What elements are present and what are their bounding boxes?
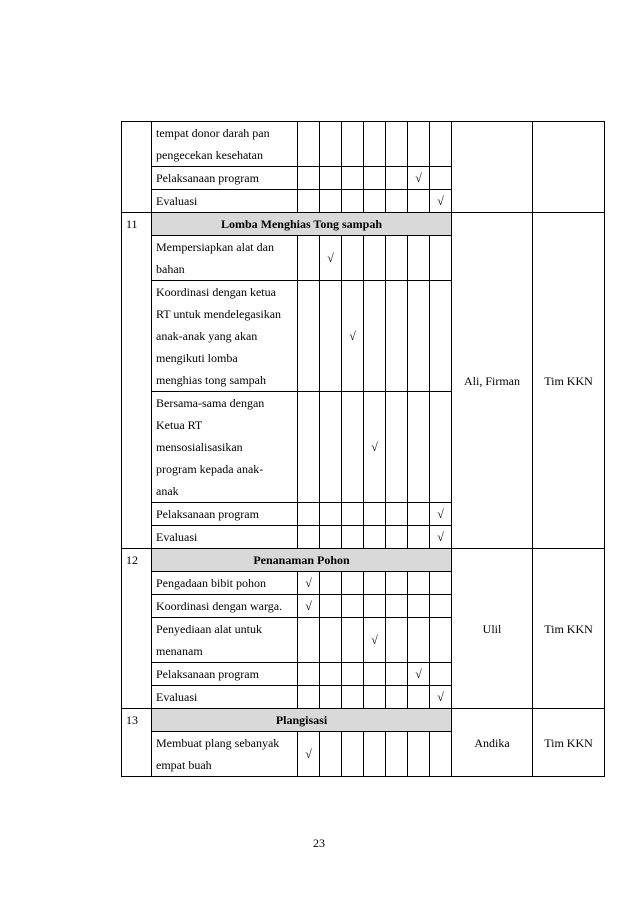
table-row xyxy=(122,122,605,167)
check-mark: √ xyxy=(298,595,320,618)
activity-cell: Evaluasi xyxy=(152,526,298,549)
activity-cell: Pelaksanaan program xyxy=(152,167,298,190)
check-mark: √ xyxy=(342,281,364,392)
activity-cell: Evaluasi xyxy=(152,190,298,213)
check-mark: √ xyxy=(298,732,320,777)
check-mark: √ xyxy=(364,618,386,663)
activity-cell: Evaluasi xyxy=(152,686,298,709)
pic-cell: Ulil xyxy=(452,549,533,709)
program-header-row xyxy=(122,709,605,732)
pic-cell xyxy=(452,122,533,213)
check-mark: √ xyxy=(408,663,430,686)
program-number: 11 xyxy=(122,213,152,549)
activity-cell: Pelaksanaan program xyxy=(152,663,298,686)
check-mark: √ xyxy=(430,503,452,526)
check-mark: √ xyxy=(430,526,452,549)
check-mark: √ xyxy=(320,236,342,281)
pic-cell: Andika xyxy=(452,709,533,777)
activity-cell: Pelaksanaan program xyxy=(152,503,298,526)
check-mark: √ xyxy=(364,392,386,503)
check-mark: √ xyxy=(430,190,452,213)
pic-cell: Ali, Firman xyxy=(452,213,533,549)
row-number-cell xyxy=(122,122,152,213)
program-number: 12 xyxy=(122,549,152,709)
activity-cell: Bersama-sama dengan Ketua RT mensosialisasikan program kepada anak- anak xyxy=(152,392,298,503)
program-header-row xyxy=(122,549,605,572)
program-header-row xyxy=(122,213,605,236)
activity-cell: tempat donor darah pan pengecekan kesehatan xyxy=(152,122,298,167)
activity-cell: Pengadaan bibit pohon xyxy=(152,572,298,595)
schedule-table xyxy=(121,121,605,777)
activity-cell: Koordinasi dengan ketua RT untuk mendelegasikan anak-anak yang akan mengikuti lomba menghias tong sampah xyxy=(152,281,298,392)
program-title: Penanaman Pohon xyxy=(152,549,452,572)
activity-cell: Mempersiapkan alat dan bahan xyxy=(152,236,298,281)
activity-cell: Penyediaan alat untuk menanam xyxy=(152,618,298,663)
page-number: 23 xyxy=(313,836,325,850)
check-mark: √ xyxy=(430,686,452,709)
team-cell: Tim KKN xyxy=(533,709,605,777)
team-cell: Tim KKN xyxy=(533,549,605,709)
activity-cell: Membuat plang sebanyak empat buah xyxy=(152,732,298,777)
activity-cell: Koordinasi dengan warga. xyxy=(152,595,298,618)
program-title: Plangisasi xyxy=(152,709,452,732)
program-number: 13 xyxy=(122,709,152,777)
team-cell: Tim KKN xyxy=(533,213,605,549)
program-title: Lomba Menghias Tong sampah xyxy=(152,213,452,236)
check-mark: √ xyxy=(298,572,320,595)
team-cell xyxy=(533,122,605,213)
check-mark: √ xyxy=(408,167,430,190)
